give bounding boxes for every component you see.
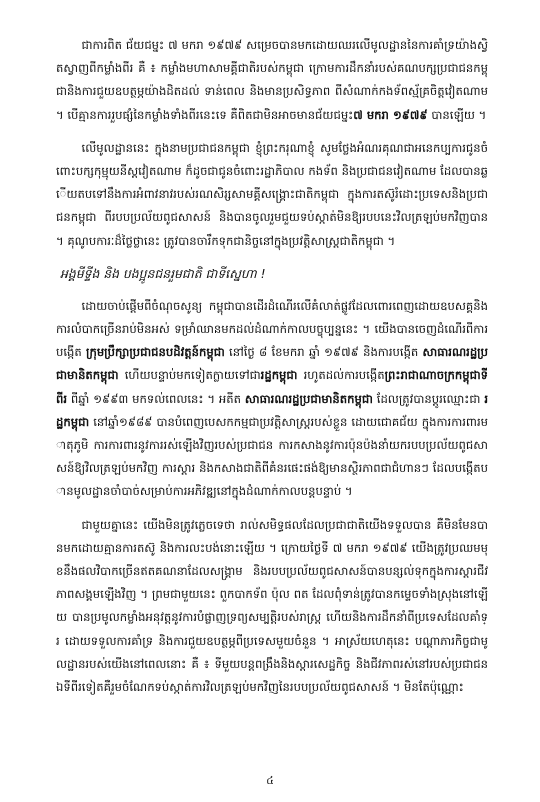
bold-term: ព្រះរាជាណាចក្រកម្ពុជាទីពីរ xyxy=(56,368,489,406)
salutation-heading: អង្គមីទ្ទីង និង បងប្អូនជនរួមជាតិ ជាទីស្នេហា ! xyxy=(60,265,266,281)
bold-term: សាធារណរដ្ឋប្រជាមានិតកម្ពុជា xyxy=(56,345,488,383)
page-number: ៤ xyxy=(266,774,274,787)
text-run: ហើយបន្ទាប់មកទៀតក្លាយទៅជា xyxy=(118,368,261,383)
bold-term: ក្រុមប្រឹក្សាប្រជាជនបដិវត្តន៍កម្ពុជា xyxy=(86,345,225,360)
body-text xyxy=(56,34,488,709)
bold-term: រដ្ឋកម្ពុជា xyxy=(260,368,298,383)
text-run: សម្រេចបានមកដោយឈរលើមូលដ្ឋាននៃការគាំទ្រយ៉ាងស្វិតស្វាញពីកម្លាំងពីរ គឺ ៖ កម្លាំងមហាសាមគ្គីជាតិរបស់កម្ពុជា ក្រោមការដឹកនាំរបស់គណបក្សប្រជាជនកម្ពុជានិងការជួយឧបត្ថម្ភយ៉ាងដិតដល់ ទាន់ពេល និងមានប្រសិទ្ធភាព ពីសំណាក់កងទ័ពស្ម័គ្រចិត្តវៀតណាម ។ បើគ្មានការរួបផ្សំនៃកម្លាំងទាំងពីរនេះទេ គឺពិតជាមិនអាចមានជ័យជម្នះ xyxy=(56,38,488,122)
text-run: នៅថ្ងៃ ៨ ខែមករា ឆ្នាំ ១៩៧៩ និងការបង្កើត xyxy=(224,345,423,360)
bold-date: ៧ មករា ១៩៧៩ xyxy=(353,107,428,122)
text-run: ជាមួយគ្នានេះ យើងមិនត្រូវភ្លេចទេថា រាល់សមិទ្ធផលដែលប្រជាជាតិយើងទទួលបាន គឺមិនមែនបានមកដោយគ្មានការតស៊ូ និងការលះបង់នោះឡើយ ។ ក្រោយថ្ងៃទី ៧ មករា ១៩៧៩ យើងត្រូវប្រឈមមុខនឹងផលវិបាកច្រើនឥតគណនាដែលសង្គ្រាម និងរបបប្រល័យពូជសាសន៍បានបន្សល់ទុកក្នុងការស្តារជីវភាពសង្គមឡើងវិញ ។ ព្រមជាមួយនេះ ពួកបាកទ័ព ប៉ុល ពត ដែលពុំទាន់ត្រូវបានកម្ទេចទាំងស្រុងនៅឡើយ បានប្រមូលកម្លាំងអនុវត្តនូវការបំផ្លាញទ្រព្យសម្បត្តិរបស់រាស្ត្រ ហើយនិងការដឹកនាំពីប្រទេសដែលគាំទ្រ ដោយទទួលការគាំទ្រ និងការជួយឧបត្ថម្ភពីប្រទេសមួយចំនួន ។ អាស្រ័យហេតុនេះ បណ្តាភារកិច្ចជាមូលដ្ឋានរបស់យើងនៅពេលនោះ គឺ ៖ ទីមួយបន្តពង្រឹងនិងស្តារសេដ្ឋកិច្ច និងជីវភាពរស់នៅរបស់ប្រជាជន ឯទីពីរទៀតគឺរួមចំណែកទប់ស្កាត់ការវិលត្រឡប់មកវិញនៃរបបប្រល័យពូជសាសន៍ ។ មិនតែប៉ុណ្ណោះ xyxy=(56,517,488,695)
text-run: រហូតដល់ការបង្កើត xyxy=(297,368,385,383)
text-run: ដែលត្រូវបានប្តូរឈ្មោះជា xyxy=(372,391,485,406)
text-run: ដោយចាប់ផ្តើមពីចំណុចសូន្យ កម្ពុជាបានដើរដំណើរលើគំលាត់ផ្លូវដែលពោរពេញដោយឧបសគ្គនិងការលំបាកច្រើនរាប់មិនអស់ ទម្រាំឈានមកដល់ដំណាក់កាលបច្ចុប្បន្ននេះ ។ យើងបានចេញដំណើរពីការបង្កើត xyxy=(56,298,488,360)
text-run: នៅឆ្នាំ១៩៨៩ បានបំពេញបេសកកម្មជាប្រវត្តិសាស្ត្ររបស់ខ្លួន ដោយជោគជ័យ ក្នុងការការពារមាតុភូមិ ការការពារនូវការរស់ឡើងវិញរបស់ប្រជាជន ការកសាងនូវការប៉ុនប៉ងនាំយករបបប្រល័យពូជសាសន៍ឱ្យវិលត្រឡប់មកវិញ ការស្តារ និងកសាងជាតិពីគំនរផេះផង់ឱ្យមានស្ថិរភាពជាជំហានៗ ដែលបង្កើតបានមូលដ្ឋានចាំបាច់សម្រាប់ការអភិវឌ្ឍនៅក្នុងដំណាក់កាលបន្តបន្ទាប់ ។ xyxy=(56,414,488,499)
text-run: លើមូលដ្ឋាននេះ ក្នុងនាមប្រជាជនកម្ពុជា ខ្ញុំព្រះករុណាខ្ញុំ សូមថ្លែងអំណរគុណជាអនេកប្បការជូនចំពោះបក្សកុម្មុយនីស្តវៀតណាម ក៏ដូចជាជូនចំពោះរដ្ឋាភិបាល កងទ័ព និងប្រជាជនវៀតណាម ដែលបានឆ្លើយតបទៅនឹងការអំពាវនាវរបស់រណសិរ្សសាមគ្គីសង្គ្រោះជាតិកម្ពុជា ក្នុងការតស៊ូរំដោះប្រទេសនិងប្រជាជនកម្ពុជា ពីរបបប្រល័យពូជសាសន៍ និងបានចូលរួមជួយទប់ស្កាត់មិនឱ្យរបបនេះវិលត្រឡប់មកវិញបាន ។ គុណូបការៈដ៏ថ្លៃថ្លានេះ ត្រូវបានចារឹកទុកជានិច្ចនៅក្នុងប្រវត្តិសាស្ត្រជាតិកម្ពុជា ។ xyxy=(56,140,488,248)
paragraph-1 xyxy=(56,34,488,127)
paragraph-4 xyxy=(56,514,488,700)
bold-term: សាធារណរដ្ឋប្រជាមានិតកម្ពុជា xyxy=(244,391,373,406)
bold-term: រដ្ឋកម្ពុជា xyxy=(56,391,488,429)
paragraph-2 xyxy=(56,137,488,253)
text-run: ជាការពិត ជ័យជម្នះ ៧ មករា ១៩៧៩ xyxy=(81,38,247,52)
paragraph-3 xyxy=(56,295,488,504)
text-run: ពីឆ្នាំ ១៩៩៣ មកទល់ពេលនេះ ។ អតីត xyxy=(67,391,245,406)
text-run: បានឡើយ ។ xyxy=(427,107,487,122)
